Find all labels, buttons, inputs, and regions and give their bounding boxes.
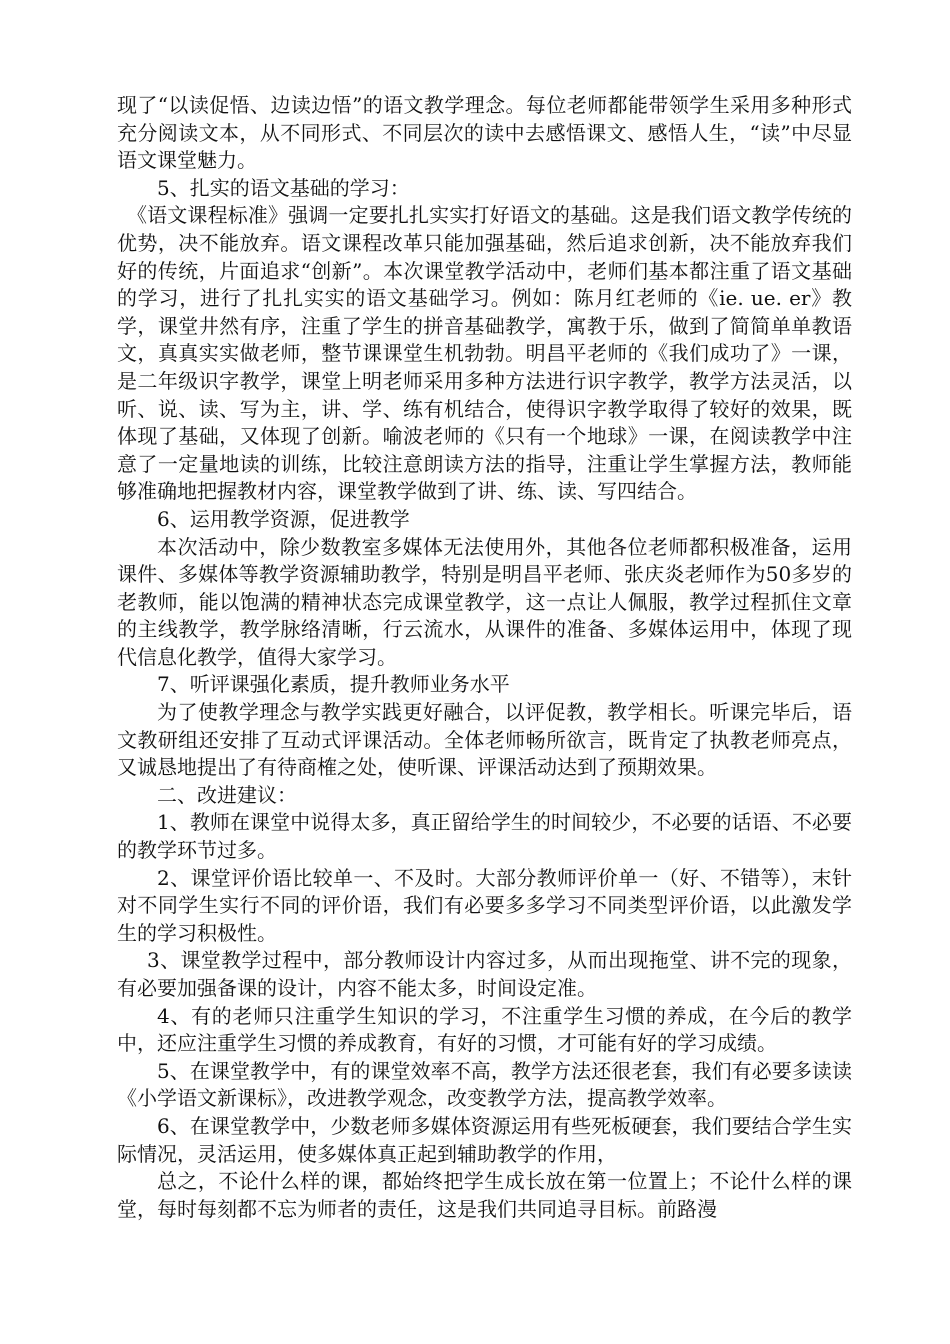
section-heading-7: 7、听评课强化素质，提升教师业务水平	[157, 672, 510, 697]
section-heading-6: 6、运用教学资源，促进教学	[157, 506, 410, 531]
section-heading-5: 5、扎实的语文基础的学习：	[157, 175, 410, 200]
document-body	[117, 92, 852, 1223]
suggestion-item-3: 3、课堂教学过程中，部分教师设计内容过多，从而出现拖堂、讲不完的现象，有必要加强备课的设计，内容不能太多，时间设定准。	[117, 948, 852, 1000]
section-heading-improvements: 二、改进建议：	[157, 782, 297, 807]
suggestion-item-4: 4、有的老师只注重学生知识的学习，不注重学生习惯的养成，在今后的教学中，还应注重学生习惯的养成教育，有好的习惯，才可能有好的学习成绩。	[117, 1003, 852, 1056]
paragraph-language-basics: 《语文课程标准》强调一定要扎扎实实打好语文的基础。这是我们语文教学传统的优势，决不能放弃。语文课程改革只能加强基础，然后追求创新，决不能放弃我们好的传统，片面追求“创新”。本次课堂教学活动中，老师们基本都注重了语文基础的学习，进行了扎扎实实的语文基础学习。例如：陈月红老师的《ie. ue. er》教学，课堂井然有序，注重了学生的拼音基础教学，寓教于乐，做到了简简单单教语文，真真实实做老师，整节课课堂生机勃勃。明昌平老师的《我们成功了》一课，是二年级识字教学，课堂上明老师采用多种方法进行识字教学，教学方法灵活，以听、说、读、写为主，讲、学、练有机结合，使得识字教学取得了较好的效果，既体现了基础，又体现了创新。喻波老师的《只有一个地球》一课，在阅读教学中注意了一定量地读的训练，比较注意朗读方法的指导，注重让学生掌握方法，教师能够准确地把握教材内容，课堂教学做到了讲、练、读、写四结合。	[117, 203, 852, 504]
suggestion-item-5: 5、在课堂教学中，有的课堂效率不高，教学方法还很老套，我们有必要多读读《小学语文新课标》，改进教学观念，改变教学方法，提高教学效率。	[117, 1058, 852, 1111]
paragraph-teaching-resources: 本次活动中，除少数教室多媒体无法使用外，其他各位老师都积极准备，运用课件、多媒体等教学资源辅助教学，特别是明昌平老师、张庆炎老师作为50多岁的老教师，能以饱满的精神状态完成课堂教学，这一点让人佩服，教学过程抓住文章的主线教学，教学脉络清晰，行云流水，从课件的准备、多媒体运用中，体现了现代信息化教学，值得大家学习。	[117, 534, 852, 669]
suggestion-item-1: 1、教师在课堂中说得太多，真正留给学生的时间较少，不必要的话语、不必要的教学环节过多。	[117, 810, 852, 863]
suggestion-item-2: 2、课堂评价语比较单一、不及时。大部分教师评价单一（好、不错等），末针对不同学生实行不同的评价语，我们有必要多多学习不同类型评价语，以此激发学生的学习积极性。	[117, 865, 852, 945]
paragraph-lesson-review: 为了使教学理念与教学实践更好融合，以评促教，教学相长。听课完毕后，语文教研组还安排了互动式评课活动。全体老师畅所欲言，既肯定了执教老师亮点，又诚恳地提出了有待商榷之处，使听课、评课活动达到了预期效果。	[117, 700, 852, 780]
suggestion-item-6: 6、在课堂教学中，少数老师多媒体资源运用有些死板硬套，我们要结合学生实际情况，灵活运用，使多媒体真正起到辅助教学的作用，	[117, 1113, 852, 1166]
paragraph-intro-continuation: 现了“以读促悟、边读边悟”的语文教学理念。每位老师都能带领学生采用多种形式充分阅读文本，从不同形式、不同层次的读中去感悟课文、感悟人生，“读”中尽显语文课堂魅力。	[117, 93, 852, 173]
paragraph-conclusion: 总之，不论什么样的课，都始终把学生成长放在第一位置上；不论什么样的课堂，每时每刻都不忘为师者的责任，这是我们共同追寻目标。前路漫	[117, 1169, 852, 1221]
